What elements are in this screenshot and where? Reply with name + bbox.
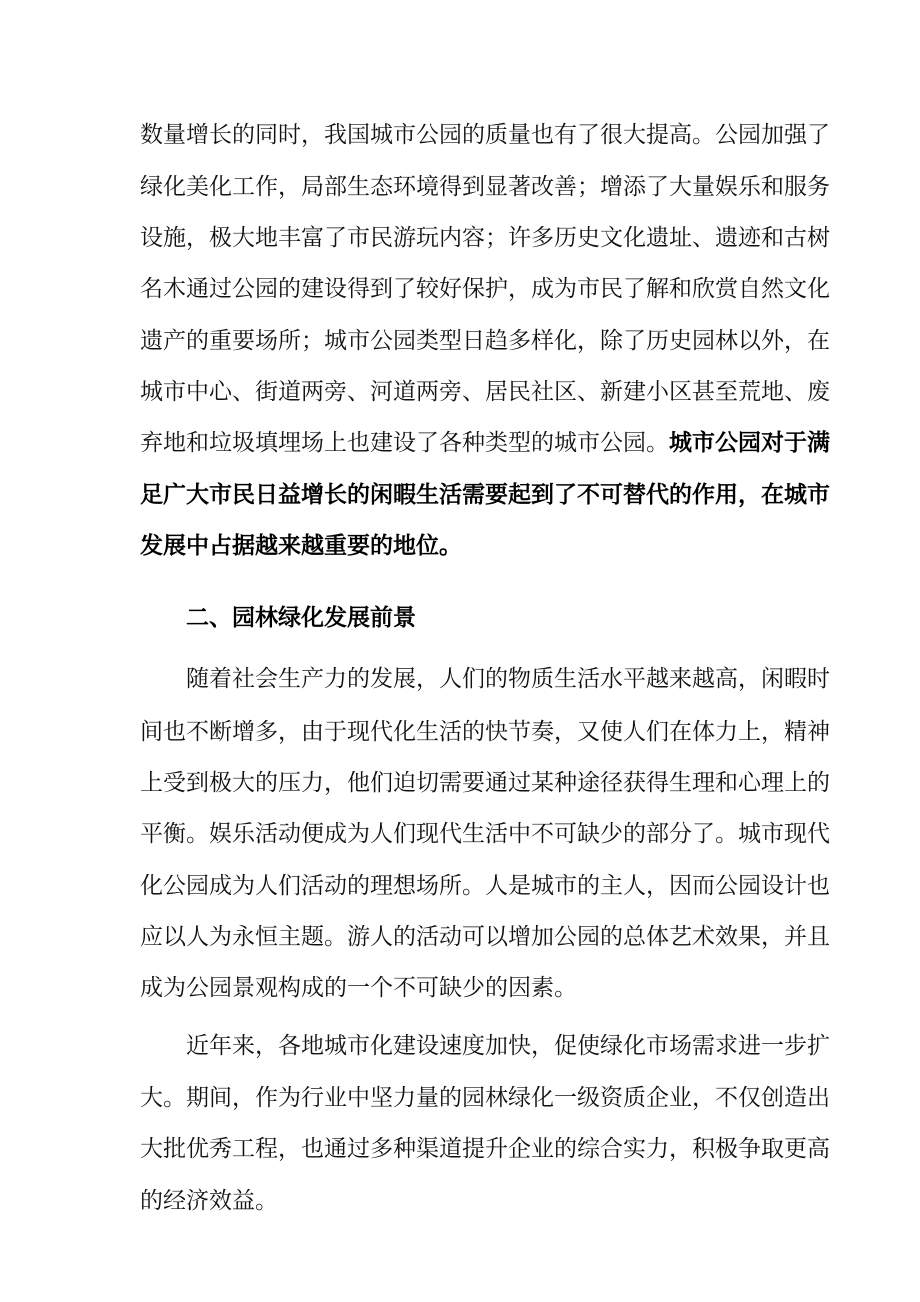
paragraph-line: 名木通过公园的建设得到了较好保护，成为市民了解和欣赏自然文化: [140, 276, 830, 302]
paragraph-line: 平衡。娱乐活动便成为人们现代生活中不可缺少的部分了。城市现代: [140, 821, 830, 847]
emphasis-line: 足广大市民日益增长的闲暇生活需要起到了不可替代的作用，在城市: [140, 482, 830, 508]
paragraph-line: 设施，极大地丰富了市民游玩内容；许多历史文化遗址、遗迹和古树: [140, 225, 830, 251]
paragraph-line: 大批优秀工程，也通过多种渠道提升企业的综合实力，积极争取更高: [140, 1136, 830, 1162]
paragraph-line: 遗产的重要场所；城市公园类型日趋多样化，除了历史园林以外，在: [140, 328, 830, 354]
paragraph-line: 近年来，各地城市化建设速度加快，促使绿化市场需求进一步扩: [186, 1033, 830, 1059]
paragraph-text: 弃地和垃圾填埋场上也建设了各种类型的城市公园。: [140, 430, 669, 456]
paragraph-line: 上受到极大的压力，他们迫切需要通过某种途径获得生理和心理上的: [140, 770, 830, 796]
paragraph-line: 的经济效益。: [140, 1188, 278, 1214]
emphasis-line: 发展中占据越来越重要的地位。: [140, 533, 462, 559]
paragraph-line: 应以人为永恒主题。游人的活动可以增加公园的总体艺术效果，并且: [140, 924, 830, 950]
paragraph-line: 成为公园景观构成的一个不可缺少的因素。: [140, 975, 577, 1001]
paragraph-line: 数量增长的同时，我国城市公园的质量也有了很大提高。公园加强了: [140, 122, 830, 148]
emphasis-text: 城市公园对于满: [669, 430, 830, 456]
paragraph-line: 随着社会生产力的发展，人们的物质生活水平越来越高，闲暇时: [186, 666, 830, 692]
paragraph-line: 间也不断增多，由于现代化生活的快节奏，又使人们在体力上，精神: [140, 719, 830, 745]
section-heading: 二、园林绿化发展前景: [186, 605, 416, 631]
paragraph-line: 绿化美化工作，局部生态环境得到显著改善；增添了大量娱乐和服务: [140, 174, 830, 200]
paragraph-line-mixed: [140, 421, 830, 465]
paragraph-line: 化公园成为人们活动的理想场所。人是城市的主人，因而公园设计也: [140, 873, 830, 899]
paragraph-line: 城市中心、街道两旁、河道两旁、居民社区、新建小区甚至荒地、废: [140, 379, 830, 405]
paragraph-line: 大。期间，作为行业中坚力量的园林绿化一级资质企业，不仅创造出: [140, 1085, 830, 1111]
